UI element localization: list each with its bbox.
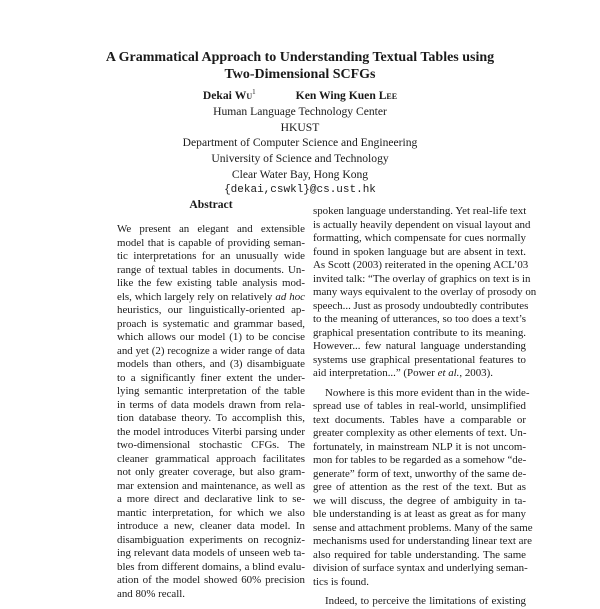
body-line: to the meaning of utterances, so too does a text’s bbox=[313, 313, 526, 325]
abstract-line: models than others, and (3) disambiguate bbox=[117, 358, 305, 370]
affiliation-line-5: Clear Water Bay, Hong Kong bbox=[231, 167, 369, 181]
author-email: {dekai,cswkl}@cs.ust.hk bbox=[224, 183, 376, 196]
abstract-line: range of textual tables in documents. Un- bbox=[117, 263, 305, 276]
abstract-line: mar extension and maintenance, as well as bbox=[117, 479, 305, 492]
italic-ad-hoc: ad hoc bbox=[275, 290, 305, 303]
abstract-line: the model introduces Viterbi parsing under bbox=[117, 425, 305, 438]
abstract-line: two-dimensional stochastic CFGs. The bbox=[117, 439, 305, 451]
affiliation-line-4: University of Science and Technology bbox=[211, 152, 389, 166]
body-line: gree of attention as the rest of the text. But as bbox=[313, 481, 526, 493]
abstract-line: which allows our model (1) to be concise bbox=[117, 331, 305, 343]
body-line: Indeed, to perceive the limitations of existing bbox=[325, 595, 526, 607]
author-1-first-name: Dekai bbox=[202, 89, 232, 102]
body-line: we will discuss, the degree of ambiguity in ta- bbox=[313, 494, 526, 507]
body-line: spread use of tables in real-world, unsimplified bbox=[313, 400, 526, 412]
body-line: many ways equivalent to the overlay of prosody on bbox=[313, 286, 537, 298]
italic-et-al: et al. bbox=[437, 367, 460, 379]
author-1 bbox=[203, 89, 256, 102]
abstract-line: and 80% recall. bbox=[117, 587, 186, 600]
body-line: mon for tables to be regarded as a somehow “de- bbox=[313, 454, 527, 466]
body-line-with-citation bbox=[313, 367, 526, 381]
abstract-line: ation of the model showed 60% precision bbox=[117, 574, 305, 586]
paragraph-1 bbox=[313, 205, 537, 381]
affiliation-line-3: Department of Computer Science and Engineering bbox=[182, 136, 418, 150]
abstract-line: model that is capable of providing seman- bbox=[117, 236, 305, 249]
abstract-line: bles from different domains, a blind evalu- bbox=[117, 560, 305, 573]
body-line: systems use graphical presentational features to bbox=[313, 353, 526, 366]
body-line: sense and attachment problems. Many of the same bbox=[313, 521, 533, 534]
body-text bbox=[313, 205, 537, 609]
paragraph-2 bbox=[313, 386, 533, 590]
abstract-line: like the few existing table analysis mod- bbox=[117, 277, 305, 289]
body-line: Nowhere is this more evident than in the wide- bbox=[325, 386, 530, 399]
abstract-line: lying semantic interpretation of the table bbox=[117, 385, 305, 397]
abstract-line: introduce a new, cleaner data model. In bbox=[117, 520, 305, 532]
body-line: found in spoken language but are absent in text. bbox=[313, 245, 526, 258]
body-line: division of surface syntax and underlying seman- bbox=[313, 562, 528, 574]
body-line: speech... Just as prosody undoubtedly contributes bbox=[313, 299, 529, 312]
paper-title bbox=[40, 49, 560, 83]
body-line: tics is found. bbox=[313, 575, 369, 588]
citation-year: , 2003). bbox=[459, 367, 493, 379]
author-2-first-name: Ken Wing Kuen bbox=[295, 89, 376, 102]
body-line: greater complexity as other elements of text. Un- bbox=[313, 427, 527, 439]
author-1-footnote-mark: 1 bbox=[252, 88, 256, 96]
affiliation-line-1: Human Language Technology Center bbox=[213, 105, 387, 118]
abstract-line: ing relevant data models of unseen web ta- bbox=[117, 547, 305, 559]
abstract-line: cleaner grammatical approach facilitates bbox=[117, 452, 305, 465]
body-line: mechanisms used for understanding linear text are bbox=[313, 535, 532, 547]
abstract-line: tic interpretations for an unusually wide bbox=[117, 250, 305, 262]
abstract-line: in terms of data models drawn from rela- bbox=[117, 398, 305, 411]
abstract-line: and yet (2) recognize a wider range of data bbox=[117, 344, 305, 357]
affiliation-line-2: HKUST bbox=[280, 120, 320, 134]
abstract-line: proach is systematic and grammar based, bbox=[117, 317, 305, 330]
body-line: also required for table understanding. The same bbox=[313, 548, 526, 561]
abstract-line: a more direct and declarative link to se- bbox=[117, 493, 305, 505]
paragraph-3 bbox=[313, 595, 526, 609]
body-line: ble understanding is at least as great as for many bbox=[313, 508, 526, 520]
abstract-body bbox=[117, 223, 305, 601]
affiliation-block bbox=[40, 104, 560, 198]
title-line-1: A Grammatical Approach to Understanding Textual Tables using bbox=[105, 50, 495, 65]
body-line: However... few natural language understanding bbox=[313, 340, 526, 352]
abstract-line: mantic interpretation, for which we also bbox=[117, 506, 305, 519]
abstract-line: to a significantly finer extent the under- bbox=[117, 371, 305, 384]
body-line: invited talk: “The overlay of graphics on text is in bbox=[313, 272, 531, 285]
abstract-line: heuristics, our linguistically-oriented ap- bbox=[117, 304, 305, 316]
abstract-line: disambiguation experiments on recogniz- bbox=[117, 533, 305, 546]
author-2-last-name: Lee bbox=[378, 89, 398, 102]
abstract-heading: Abstract bbox=[189, 198, 233, 211]
body-line: generate” form of text, unworthy of the same de- bbox=[313, 467, 527, 480]
abstract-line: We present an elegant and extensible bbox=[117, 223, 305, 235]
body-line: As Scott (2003) reiterated in the opening ACL’03 bbox=[313, 259, 529, 271]
abstract-line: tion database theory. To accomplish this, bbox=[117, 412, 305, 424]
abstract-line: not only greater coverage, but also gram- bbox=[117, 466, 305, 478]
abstract-line-with-italic bbox=[117, 291, 305, 305]
abstract-line-text: els, which largely rely on relatively bbox=[117, 290, 273, 303]
body-line: graphical presentation contribute to its meaning. bbox=[313, 326, 526, 339]
author-2 bbox=[296, 89, 397, 102]
body-line: spoken language understanding. Yet real-life text bbox=[313, 205, 527, 217]
title-line-2: Two-Dimensional SCFGs bbox=[224, 67, 376, 82]
body-line: fortunately, in mainstream NLP it is not uncom- bbox=[313, 440, 526, 453]
body-line: is actually heavily dependent on visual layout and bbox=[313, 218, 531, 231]
body-line: text documents. Tables have a comparable or bbox=[313, 413, 526, 426]
body-line-text: aid interpretation...” (Power bbox=[313, 367, 435, 379]
author-1-last-name: Wu bbox=[234, 89, 253, 102]
body-line: formatting, which compensate for cues normally bbox=[313, 232, 526, 244]
author-list bbox=[40, 88, 560, 103]
